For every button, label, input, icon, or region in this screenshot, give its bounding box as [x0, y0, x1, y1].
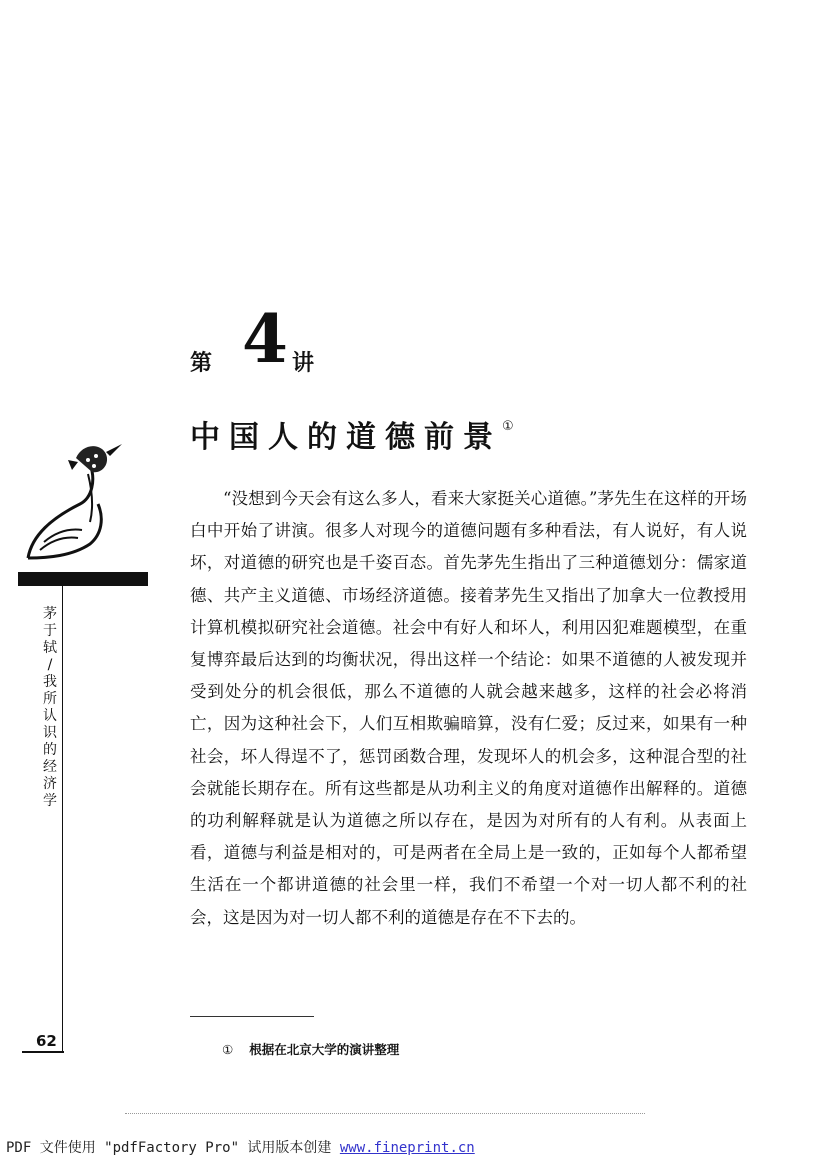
- footnote-rule: [190, 1016, 314, 1017]
- running-title-char: 我: [43, 674, 57, 690]
- running-title-char: 茅: [43, 606, 57, 622]
- page-number-rule: [22, 1051, 64, 1053]
- running-title: [38, 606, 62, 810]
- pdf-creator-footer: [6, 1137, 475, 1157]
- footnote-ref: ①: [502, 419, 514, 434]
- scan-artifact-line: [125, 1113, 645, 1114]
- running-title-char: /: [47, 657, 53, 673]
- running-title-char: 所: [43, 691, 57, 707]
- running-title-char: 的: [43, 742, 57, 758]
- chapter-prefix: 第: [190, 351, 213, 376]
- chapter-suffix: 讲: [292, 351, 315, 376]
- sidebar-line: [62, 586, 63, 1051]
- running-title-char: 认: [43, 708, 57, 724]
- chapter-number: 4: [242, 300, 288, 378]
- body-paragraph: “没想到今天会有这么多人，看来大家挺关心道德。”茅先生在这样的开场白中开始了讲演。很多人对现今的道德问题有多种看法，有人说好，有人说坏，对道德的研究也是千姿百态。首先茅先生指出了三种道德划分：儒家道德、共产主义道德、市场经济道德。接着茅先生又指出了加拿大一位教授用计算机模拟研究社会道德。社会中有好人和坏人，利用囚犯难题模型，在重复博弈最后达到的均衡状况，得出这样一个结论：如果不道德的人被发现并受到处分的机会很低，那么不道德的人就会越来越多，这样的社会必将消亡，因为这种社会下，人们互相欺骗暗算，没有仁爱；反过来，如果有一种社会，坏人得逞不了，惩罚函数合理，发现坏人的机会多，这种混合型的社会就能长期存在。所有这些都是从功利主义的角度对道德作出解释的。道德的功利解释就是认为道德之所以存在，是因为对所有的人有利。从表面上看，道德与利益是相对的，可是两者在全局上是一致的，正如每个人都希望生活在一个都讲道德的社会里一样，我们不希望一个对一切人都不利的社会，这是因为对一切人都不利的道德是存在不下去的。: [190, 489, 747, 927]
- fineprint-link[interactable]: www.fineprint.cn: [339, 1140, 475, 1156]
- running-title-char: 识: [43, 725, 57, 741]
- running-title-char: 济: [43, 776, 57, 792]
- bird-logo-icon: [18, 440, 148, 575]
- footnote: [222, 1040, 399, 1058]
- running-title-char: 经: [43, 759, 57, 775]
- sidebar-bar: [18, 572, 148, 586]
- footnote-text: 根据在北京大学的演讲整理: [249, 1042, 400, 1057]
- running-title-char: 于: [43, 623, 57, 639]
- lecture-title: [190, 412, 514, 456]
- page-number: 62: [36, 1032, 57, 1050]
- running-title-char: 轼: [43, 640, 57, 656]
- body-text: [190, 483, 747, 934]
- footnote-mark: ①: [222, 1042, 234, 1057]
- running-title-char: 学: [43, 793, 57, 809]
- pdf-footer-text: PDF 文件使用 "pdfFactory Pro" 试用版本创建: [6, 1140, 340, 1156]
- lecture-title-text: 中国人的道德前景: [190, 420, 502, 455]
